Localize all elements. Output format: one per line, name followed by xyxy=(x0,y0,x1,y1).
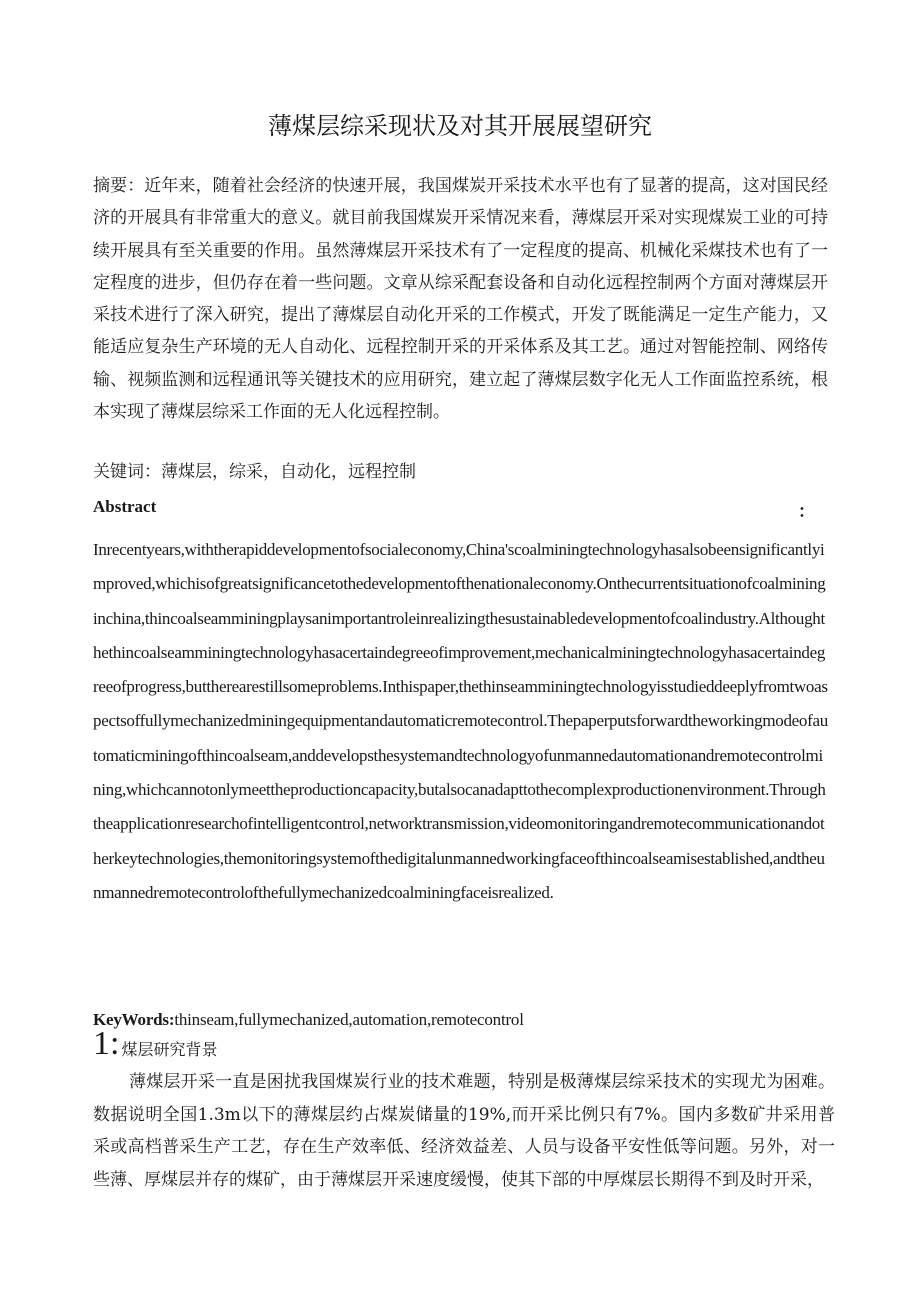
english-abstract: Inrecentyears,withtherapiddevelopmentofsocialeconomy,China'scoalminingtechnologyhasalsobeensignificantlyimproved,whichisofgreatsignificancetothedevelopmentofthenationaleconomy.Onthecurrentsituationofcoalmininginchina,thincoalseamminingplaysanimportantroleinrealizingthesustainabledevelopmentofcoalindustry.Althoughthethincoalseamminingtechnologyhasacertaindegreeofimprovement,mechanicalminingtechnologyhasacertaindegreeofprogress,buttherearestillsomeproblems.Inthispaper,thethinseamminingtechnologyisstudieddeeplyfromtwoaspectsoffullymechanizedminingequipmentandautomaticremotecontrol.Thepaperputsforwardtheworkingmodeofautomaticminingofthincoalseam,anddevelopsthesystemandtechnologyofunmannedautomationandremotecontrolmining,whichcannotonlymeettheproductioncapacity,butalsocanadapttothecomplexproductionenvironment.Throughtheapplicationresearchofintelligentcontrol,networktransmission,videomonitoringandremotecommunicationandotherkeytechnologies,themonitoringsystemofthedigitalunmannedworkingfaceofthincoalseamisestablished,andtheunmannedremotecontrolofthefullymechanizedcoalminingfaceisrealized. xyxy=(93,540,828,902)
abstract-label: Abstract xyxy=(93,497,157,516)
page-title: 薄煤层综采现状及对其开展展望研究 xyxy=(268,112,652,140)
english-abstract-heading xyxy=(93,497,815,522)
body-paragraph-container xyxy=(93,1066,835,1196)
section-title: 煤层研究背景 xyxy=(121,1040,218,1059)
english-keywords-text: thinseam,fullymechanized,automation,remotecontrol xyxy=(174,1010,524,1029)
abstract-colon: ： xyxy=(798,502,815,521)
body-paragraph: 薄煤层开采一直是困扰我国煤炭行业的技术难题，特别是极薄煤层综采技术的实现尤为困难。数据说明全国1.3m以下的薄煤层约占煤炭储量的19%,而开采比例只有7%。国内多数矿井采用普采或高档普采生产工艺，存在生产效率低、经济效益差、人员与设备平安性低等问题。另外，对一些薄、厚煤层并存的煤矿，由于薄煤层开采速度缓慢，使其下部的中厚煤层长期得不到及时开采， xyxy=(93,1072,835,1190)
english-keywords-label: KeyWords: xyxy=(93,1010,175,1029)
chinese-keywords: 关键词：薄煤层，综采，自动化，远程控制 xyxy=(93,462,416,482)
section-heading xyxy=(93,1024,217,1064)
section-number: 1: xyxy=(93,1025,120,1062)
chinese-abstract: 摘要：近年来，随着社会经济的快速开展，我国煤炭开采技术水平也有了显著的提高，这对国民经济的开展具有非常重大的意义。就目前我国煤炭开采情况来看，薄煤层开采对实现煤炭工业的可持续开展具有至关重要的作用。虽然薄煤层开采技术有了一定程度的提高、机械化采煤技术也有了一定程度的进步，但仍存在着一些问题。文章从综采配套设备和自动化远程控制两个方面对薄煤层开采技术进行了深入研究，提出了薄煤层自动化开采的工作模式，开发了既能满足一定生产能力，又能适应复杂生产环境的无人自动化、远程控制开采的开采体系及其工艺。通过对智能控制、网络传输、视频监测和远程通讯等关键技术的应用研究，建立起了薄煤层数字化无人工作面监控系统，根本实现了薄煤层综采工作面的无人化远程控制。 xyxy=(93,176,828,423)
